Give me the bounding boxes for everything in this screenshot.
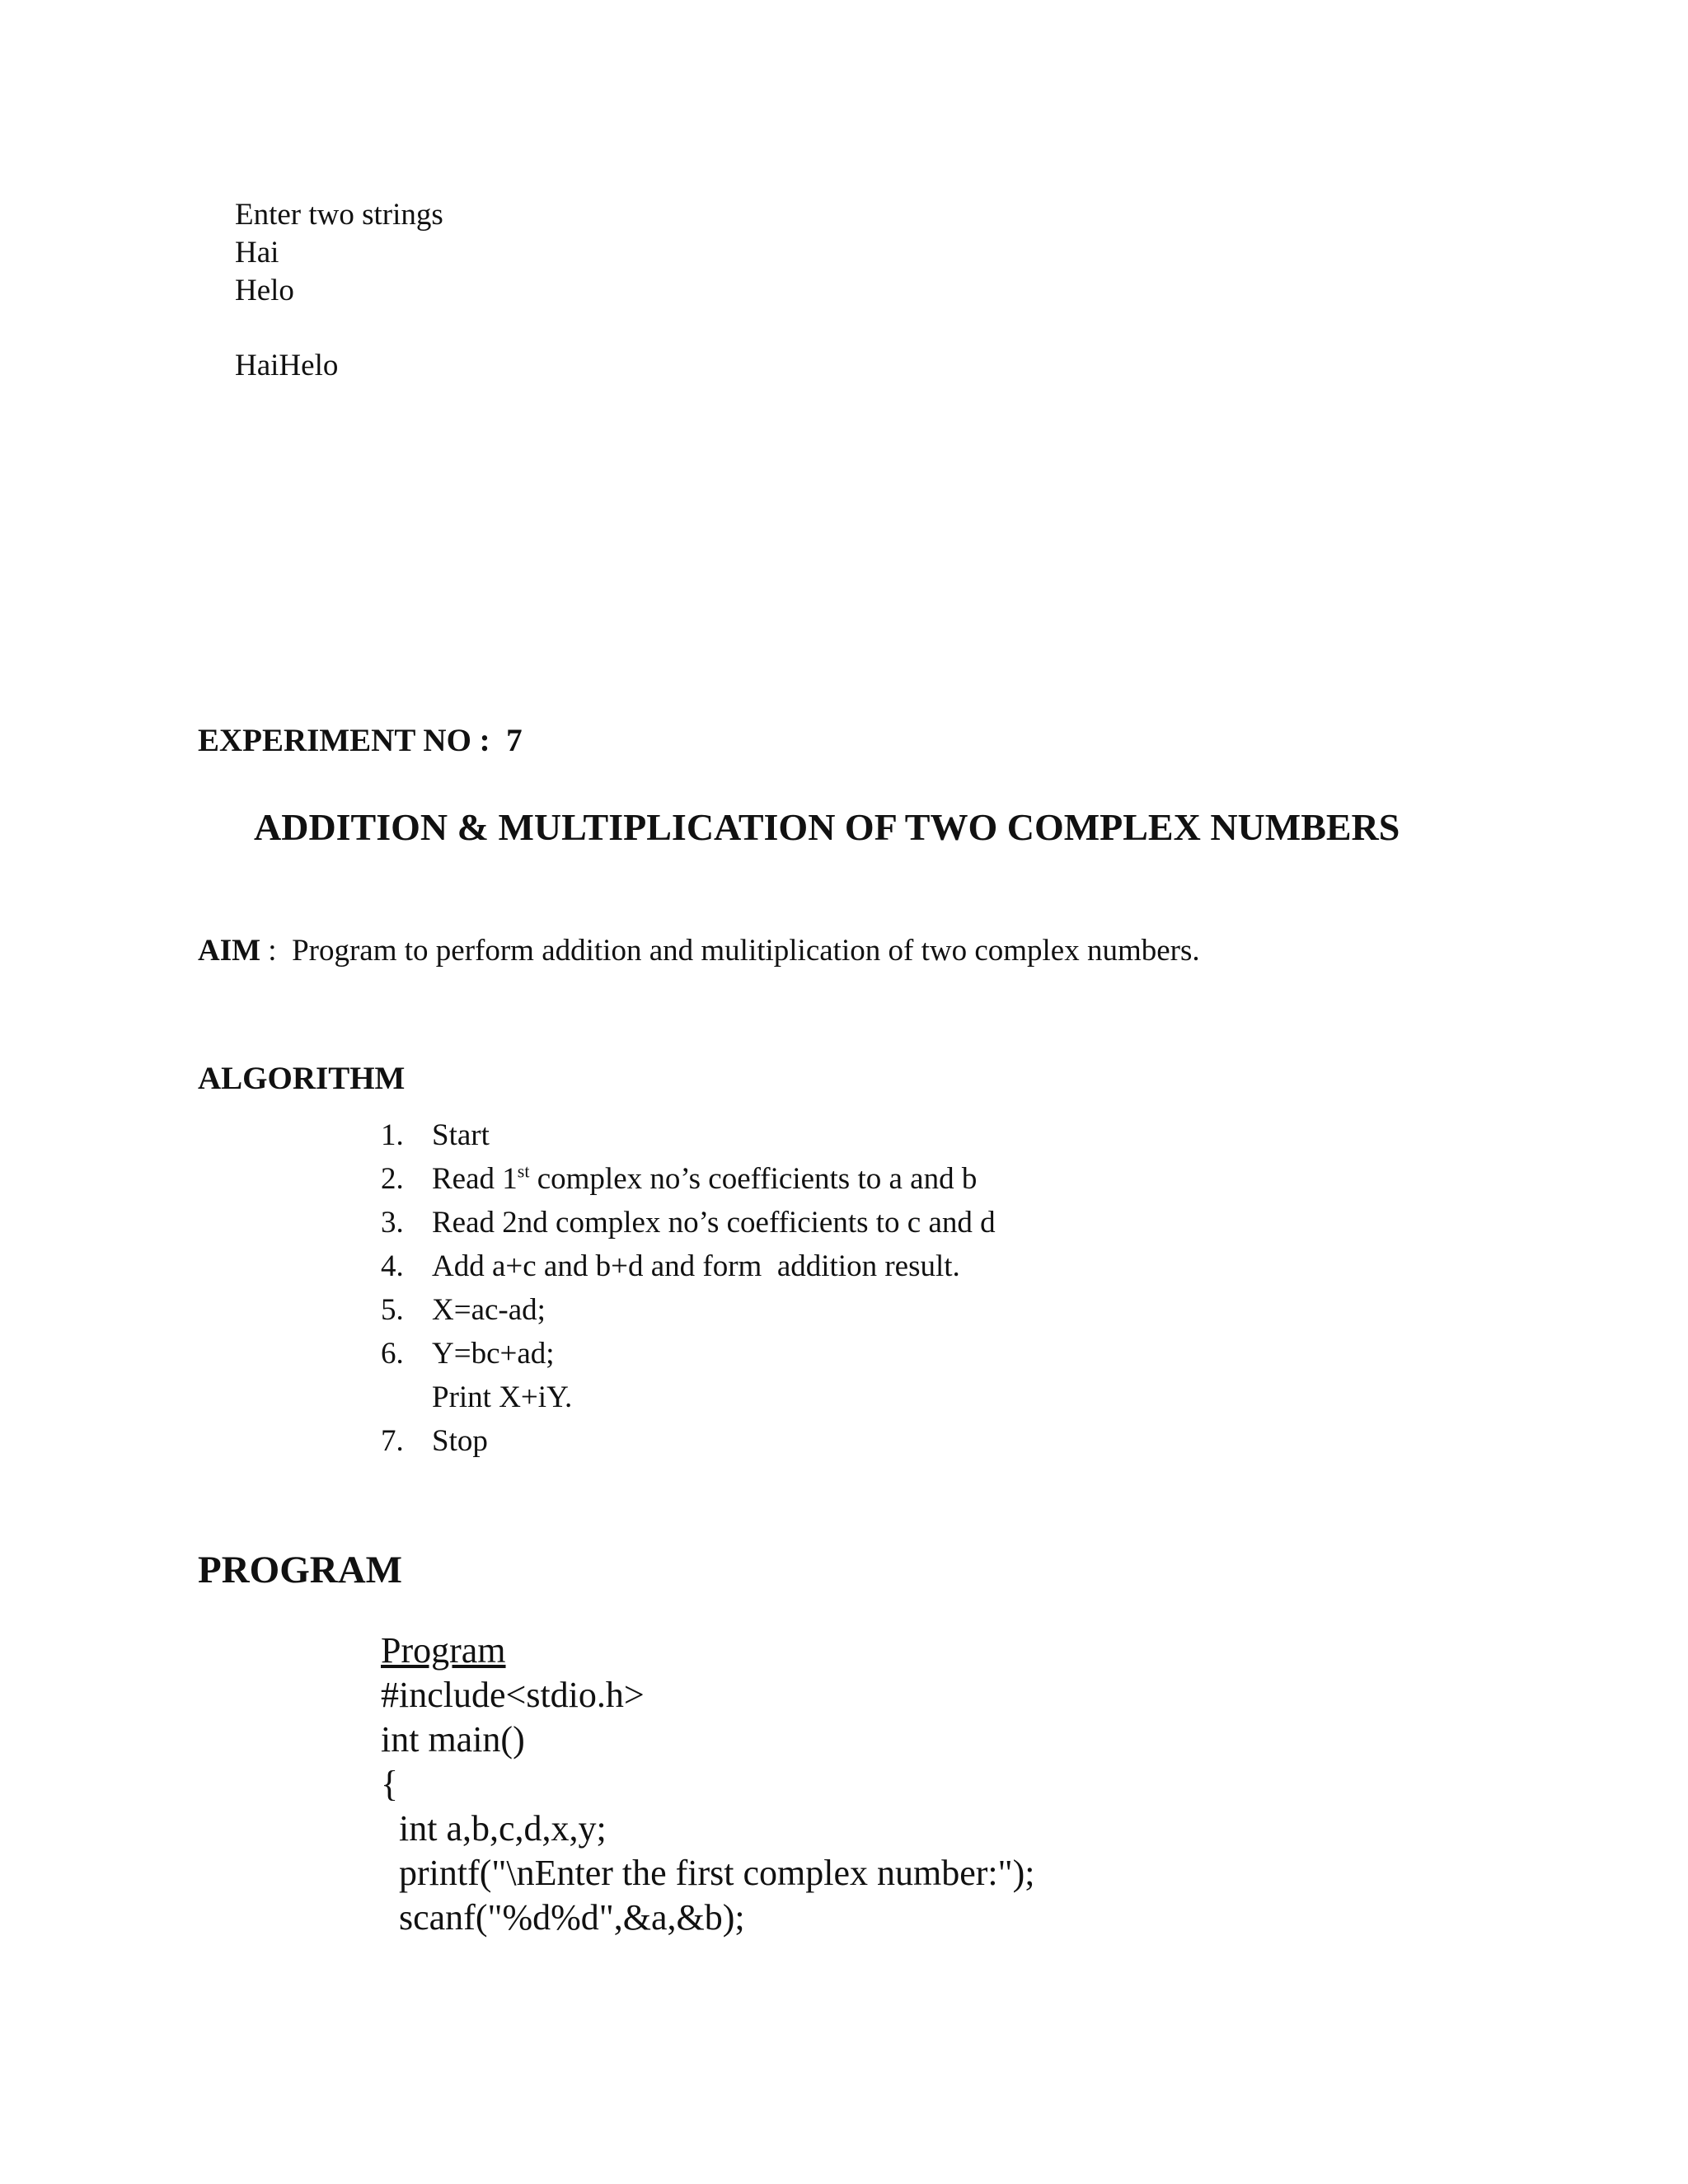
aim-label: AIM [198,934,261,968]
aim-paragraph [198,933,1200,968]
step-text: Start [432,1118,490,1152]
code-line: printf("\nEnter the first complex number:"); [381,1853,1035,1893]
step-text: X=ac-ad; [432,1293,546,1327]
step-number: 3. [381,1206,404,1240]
step-text-part: Read 1 [432,1162,518,1196]
code-line: int a,b,c,d,x,y; [381,1808,607,1849]
step-text: Y=bc+ad; [432,1337,555,1371]
step-number: 7. [381,1424,404,1458]
program-heading: PROGRAM [198,1549,403,1591]
step-text: Stop [432,1424,488,1458]
aim-separator: : [260,934,293,968]
code-line: int main() [381,1719,525,1760]
output-line: Hai [235,236,279,269]
algorithm-heading: ALGORITHM [198,1061,406,1096]
output-line: HaiHelo [235,349,339,382]
step-number: 2. [381,1162,404,1196]
code-line: scanf("%d%d",&a,&b); [381,1897,745,1938]
code-line: #include<stdio.h> [381,1675,645,1715]
step-text [432,1161,977,1197]
step-text: Read 2nd complex no’s coefficients to c and d [432,1206,996,1240]
code-line: { [381,1764,399,1804]
code-title: Program [381,1630,506,1671]
step-text: Add a+c and b+d and form addition result. [432,1249,960,1283]
step-number: 1. [381,1118,404,1152]
aim-text: Program to perform addition and mulitiplication of two complex numbers. [292,934,1200,968]
output-line: Enter two strings [235,198,443,232]
ordinal-superscript: st [517,1160,530,1182]
page-title: ADDITION & MULTIPLICATION OF TWO COMPLEX NUMBERS [254,806,1400,848]
step-number: 5. [381,1293,404,1327]
step-number: 4. [381,1249,404,1283]
experiment-heading: EXPERIMENT NO : 7 [198,723,523,758]
step-text: Print X+iY. [432,1380,573,1414]
step-number: 6. [381,1337,404,1371]
step-text-part: complex no’s coefficients to a and b [529,1162,978,1196]
output-line: Helo [235,274,294,307]
